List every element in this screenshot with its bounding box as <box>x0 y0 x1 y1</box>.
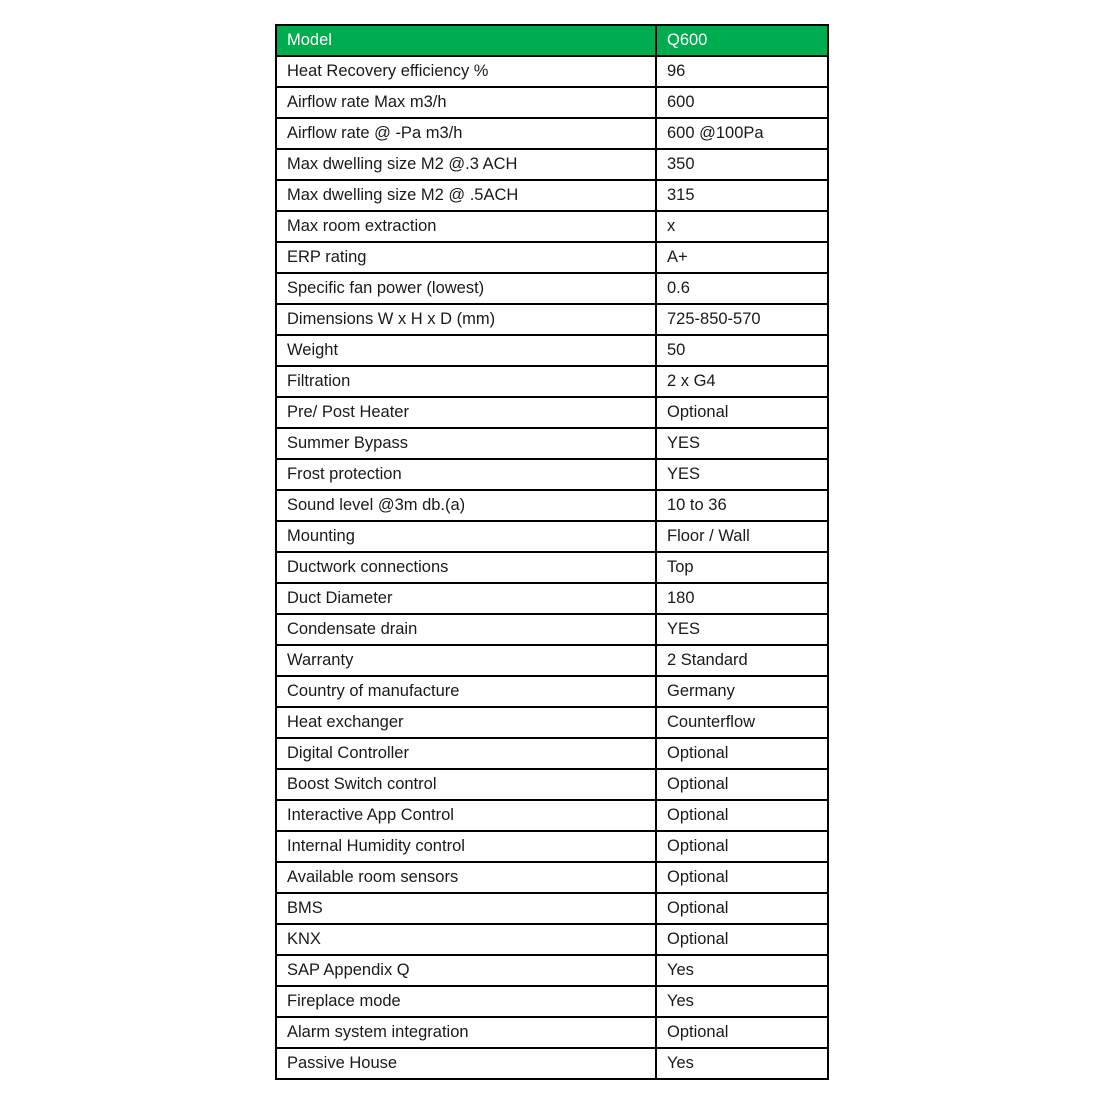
spec-value-cell: YES <box>656 614 828 645</box>
spec-value-cell: Optional <box>656 397 828 428</box>
spec-value-cell: Yes <box>656 986 828 1017</box>
spec-label-cell: Summer Bypass <box>276 428 656 459</box>
spec-label-cell: Alarm system integration <box>276 1017 656 1048</box>
spec-label-cell: Boost Switch control <box>276 769 656 800</box>
spec-label-cell: Duct Diameter <box>276 583 656 614</box>
spec-value-cell: 96 <box>656 56 828 87</box>
spec-label-cell: Filtration <box>276 366 656 397</box>
spec-label-cell: Specific fan power (lowest) <box>276 273 656 304</box>
spec-value-cell: 725-850-570 <box>656 304 828 335</box>
spec-label-cell: Interactive App Control <box>276 800 656 831</box>
table-row <box>276 738 828 769</box>
spec-value-cell: Optional <box>656 831 828 862</box>
spec-value-cell: 180 <box>656 583 828 614</box>
spec-label-cell: Available room sensors <box>276 862 656 893</box>
table-row <box>276 955 828 986</box>
spec-label-cell: Dimensions W x H x D (mm) <box>276 304 656 335</box>
table-row <box>276 87 828 118</box>
spec-label-cell: Frost protection <box>276 459 656 490</box>
table-row <box>276 831 828 862</box>
spec-label-cell: Heat Recovery efficiency % <box>276 56 656 87</box>
table-row <box>276 304 828 335</box>
product-spec-table <box>275 24 829 1080</box>
spec-value-cell: Optional <box>656 800 828 831</box>
spec-label-cell: SAP Appendix Q <box>276 955 656 986</box>
table-row <box>276 1048 828 1079</box>
spec-value-cell: Floor / Wall <box>656 521 828 552</box>
table-row <box>276 521 828 552</box>
table-row <box>276 211 828 242</box>
table-row <box>276 459 828 490</box>
spec-table-body <box>276 56 828 1079</box>
spec-value-cell: Counterflow <box>656 707 828 738</box>
table-row <box>276 335 828 366</box>
spec-label-cell: Passive House <box>276 1048 656 1079</box>
spec-value-cell: Optional <box>656 1017 828 1048</box>
spec-value-cell: Optional <box>656 924 828 955</box>
table-row <box>276 614 828 645</box>
spec-value-cell: 50 <box>656 335 828 366</box>
table-row <box>276 769 828 800</box>
table-row <box>276 242 828 273</box>
table-row <box>276 180 828 211</box>
table-row <box>276 583 828 614</box>
spec-label-cell: Weight <box>276 335 656 366</box>
spec-label-cell: Heat exchanger <box>276 707 656 738</box>
table-row <box>276 924 828 955</box>
table-row <box>276 552 828 583</box>
spec-value-cell: 2 x G4 <box>656 366 828 397</box>
table-row <box>276 1017 828 1048</box>
table-row <box>276 676 828 707</box>
table-row <box>276 645 828 676</box>
spec-value-cell: 10 to 36 <box>656 490 828 521</box>
header-value-cell: Q600 <box>656 25 828 56</box>
spec-label-cell: ERP rating <box>276 242 656 273</box>
spec-value-cell: Optional <box>656 862 828 893</box>
table-row <box>276 428 828 459</box>
spec-label-cell: Fireplace mode <box>276 986 656 1017</box>
table-row <box>276 862 828 893</box>
spec-value-cell: Top <box>656 552 828 583</box>
spec-label-cell: Country of manufacture <box>276 676 656 707</box>
table-row <box>276 366 828 397</box>
table-row <box>276 893 828 924</box>
table-row <box>276 800 828 831</box>
table-row <box>276 707 828 738</box>
spec-value-cell: YES <box>656 459 828 490</box>
table-row <box>276 397 828 428</box>
spec-value-cell: 0.6 <box>656 273 828 304</box>
spec-label-cell: Digital Controller <box>276 738 656 769</box>
spec-label-cell: Ductwork connections <box>276 552 656 583</box>
table-row <box>276 56 828 87</box>
header-model-cell: Model <box>276 25 656 56</box>
spec-label-cell: Warranty <box>276 645 656 676</box>
spec-value-cell: Yes <box>656 955 828 986</box>
header-row <box>276 25 828 56</box>
spec-value-cell: YES <box>656 428 828 459</box>
spec-value-cell: Germany <box>656 676 828 707</box>
spec-value-cell: Optional <box>656 769 828 800</box>
spec-label-cell: Max room extraction <box>276 211 656 242</box>
spec-label-cell: Condensate drain <box>276 614 656 645</box>
spec-value-cell: 315 <box>656 180 828 211</box>
table-row <box>276 118 828 149</box>
spec-value-cell: A+ <box>656 242 828 273</box>
spec-value-cell: Optional <box>656 738 828 769</box>
spec-label-cell: KNX <box>276 924 656 955</box>
spec-label-cell: Max dwelling size M2 @.3 ACH <box>276 149 656 180</box>
table-row <box>276 986 828 1017</box>
spec-label-cell: Pre/ Post Heater <box>276 397 656 428</box>
spec-value-cell: 350 <box>656 149 828 180</box>
spec-label-cell: BMS <box>276 893 656 924</box>
spec-label-cell: Max dwelling size M2 @ .5ACH <box>276 180 656 211</box>
spec-label-cell: Internal Humidity control <box>276 831 656 862</box>
table-row <box>276 490 828 521</box>
spec-value-cell: Optional <box>656 893 828 924</box>
spec-label-cell: Airflow rate @ -Pa m3/h <box>276 118 656 149</box>
spec-label-cell: Airflow rate Max m3/h <box>276 87 656 118</box>
table-row <box>276 149 828 180</box>
spec-value-cell: 2 Standard <box>656 645 828 676</box>
spec-value-cell: Yes <box>656 1048 828 1079</box>
spec-value-cell: 600 <box>656 87 828 118</box>
spec-label-cell: Mounting <box>276 521 656 552</box>
spec-value-cell: 600 @100Pa <box>656 118 828 149</box>
table-row <box>276 273 828 304</box>
spec-label-cell: Sound level @3m db.(a) <box>276 490 656 521</box>
spec-value-cell: x <box>656 211 828 242</box>
